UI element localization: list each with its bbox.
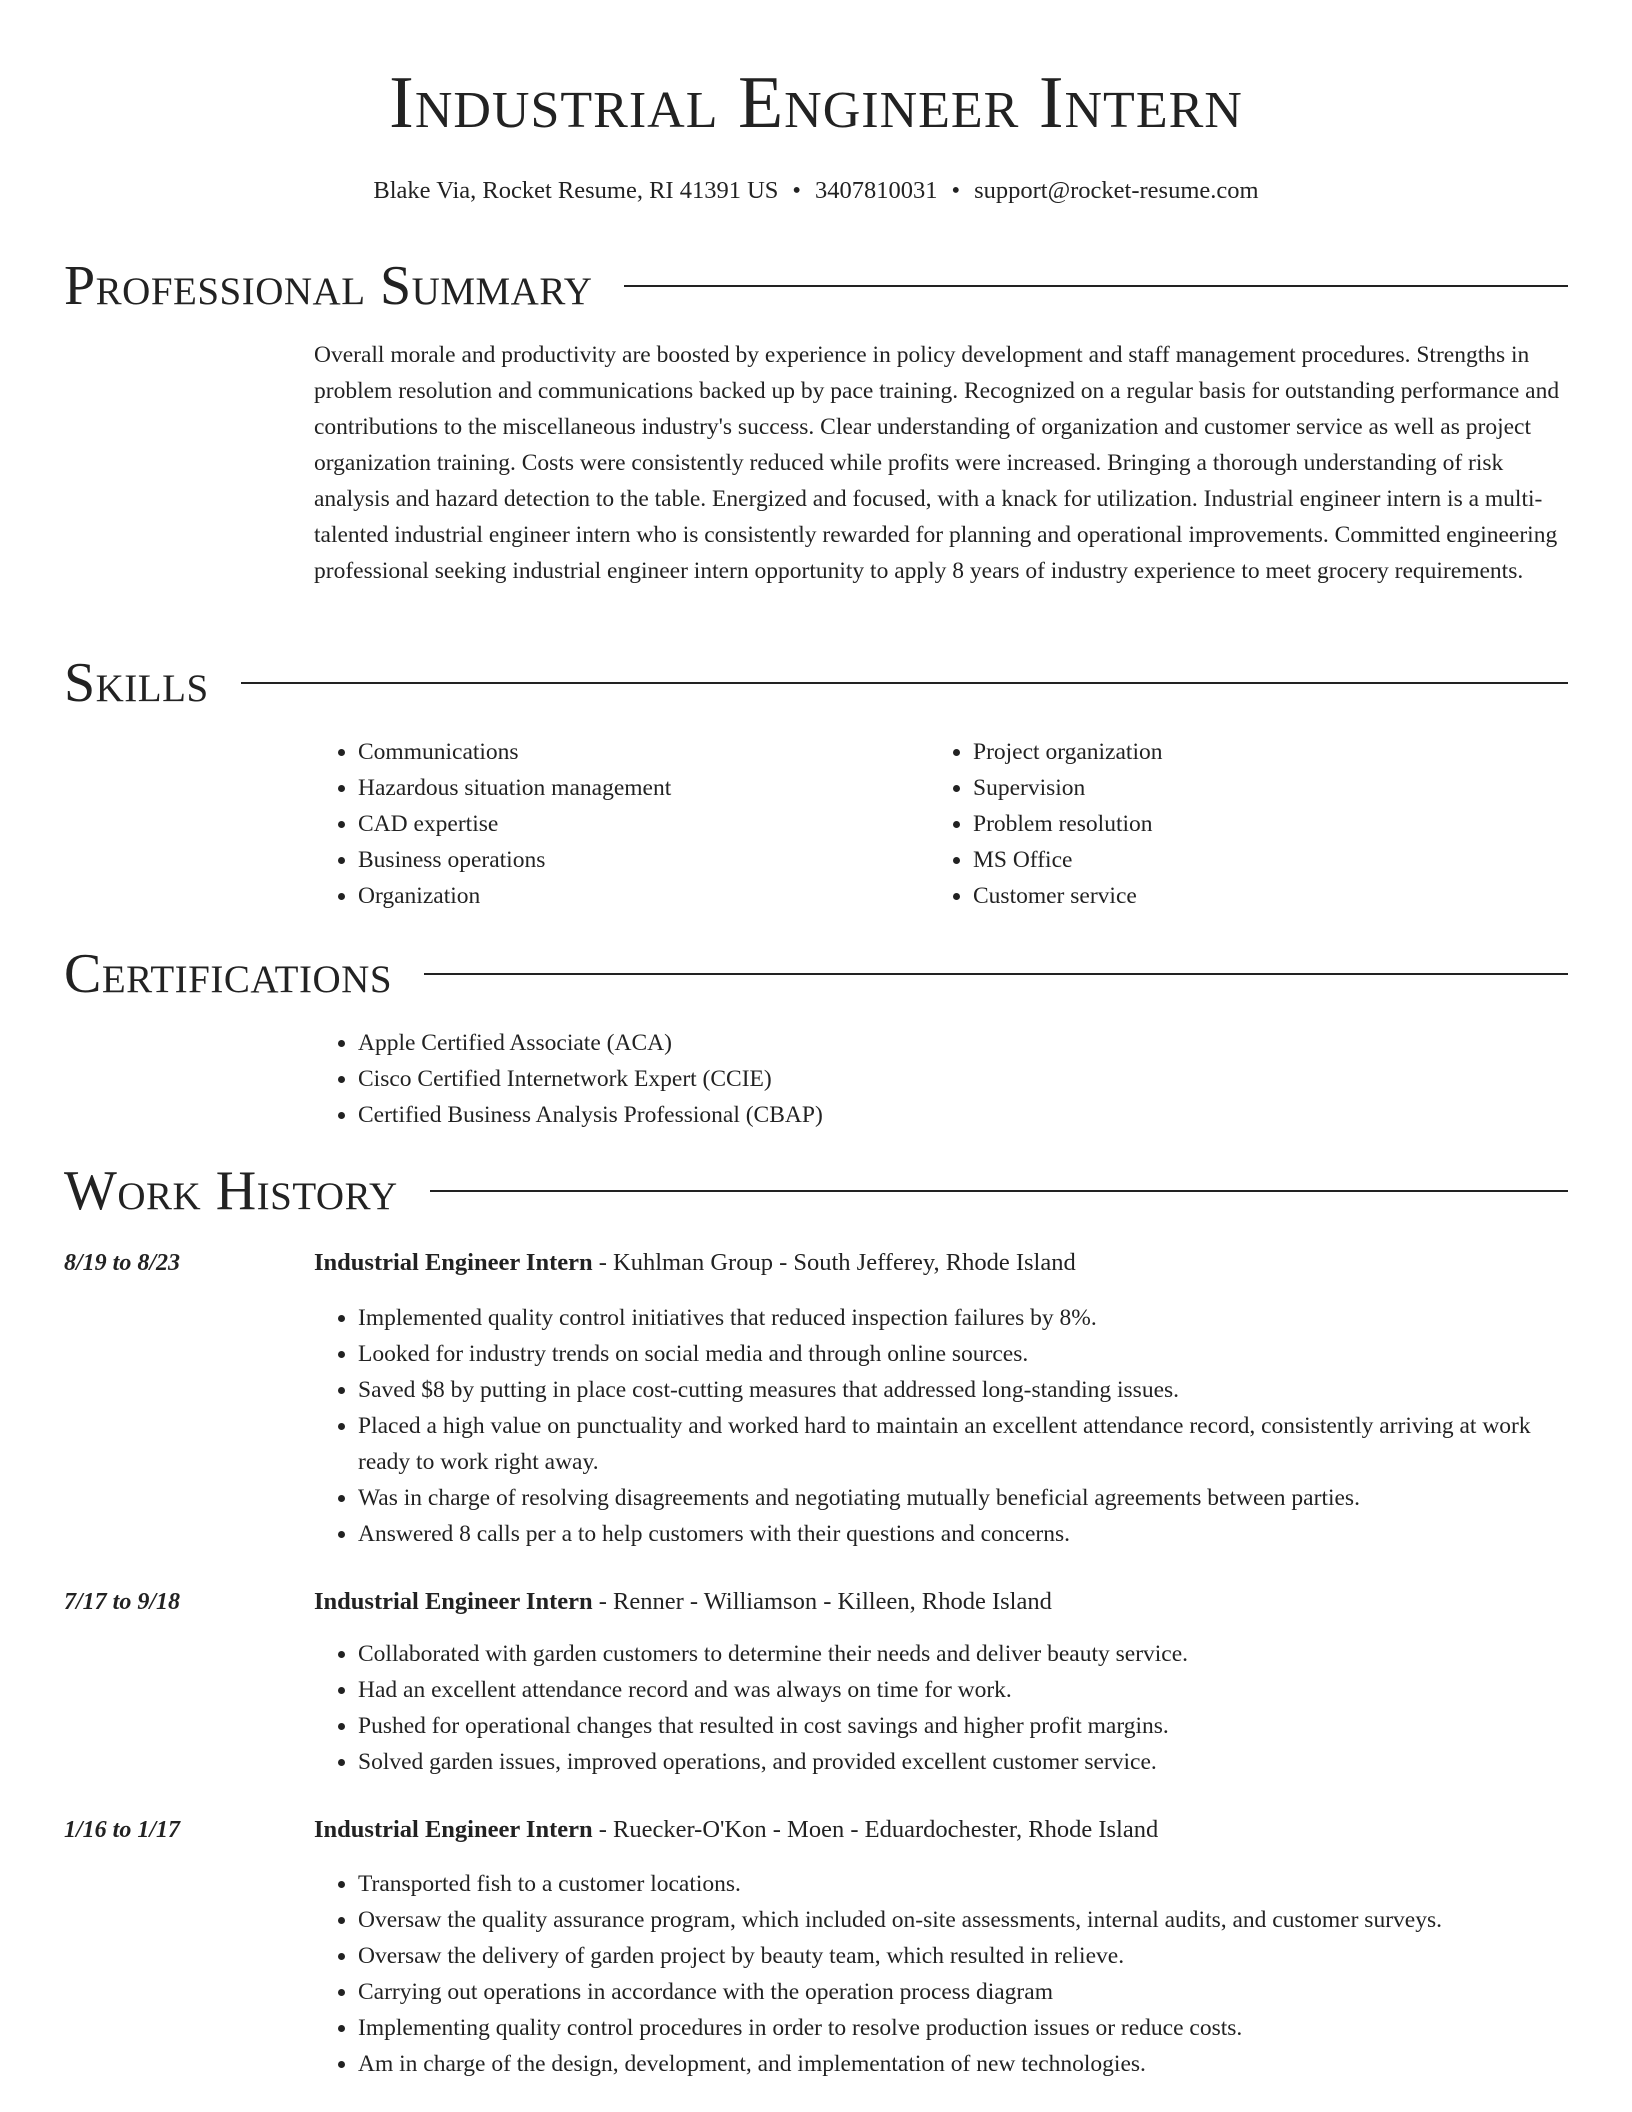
certification-item: • Cisco Certified Internetwork Expert (CCIE) — [358, 1061, 823, 1097]
job-dates: 8/19 to 8/23 — [64, 1250, 181, 1276]
skills-heading: Skills — [64, 652, 209, 714]
certifications-section-header — [64, 942, 1568, 1006]
skill-item: • Problem resolution — [973, 806, 1162, 842]
job-bullet: • Implementing quality control procedures in order to resolve production issues or reduce costs. — [358, 2010, 1584, 2046]
skill-item: • Business operations — [358, 842, 671, 878]
job-bullet: • Pushed for operational changes that resulted in cost savings and higher profit margins. — [358, 1708, 1584, 1744]
job-bullets — [314, 1866, 1584, 2082]
job-dates: 1/16 to 1/17 — [64, 1817, 181, 1843]
skill-item: • Communications — [358, 734, 671, 770]
section-divider — [241, 682, 1568, 684]
work-history-heading: Work History — [64, 1160, 398, 1222]
section-divider — [624, 285, 1568, 287]
contact-separator: • — [792, 177, 801, 204]
job-title: Industrial Engineer Intern — [314, 1249, 593, 1276]
job-title-line — [314, 1584, 1052, 1620]
section-divider — [424, 973, 1568, 975]
job-bullet: • Placed a high value on punctuality and worked hard to maintain an excellent attendance record, consistently arriving at work ready to work right away. — [358, 1408, 1584, 1480]
job-dates: 7/17 to 9/18 — [64, 1589, 181, 1615]
job-bullet: • Oversaw the delivery of garden project by beauty team, which resulted in relieve. — [358, 1938, 1584, 1974]
summary-text: Overall morale and productivity are boosted by experience in policy development and staff management procedures. Strengths in problem resolution and communications backed up by pace training. Recognized on a regular basis for outstanding performance and contributions to the miscellaneous industry's success. Clear understanding of organization and customer service as well as project organization training. Costs were consistently reduced while profits were increased. Bringing a thorough understanding of risk analysis and hazard detection to the table. Energized and focused, with a knack for utilization. Industrial engineer intern is a multi-talented industrial engineer intern who is consistently rewarded for planning and operational improvements. Committed engineering professional seeking industrial engineer intern opportunity to apply 8 years of industry experience to meet grocery requirements. — [314, 342, 1560, 584]
contact-address: Blake Via, Rocket Resume, RI 41391 US — [373, 177, 779, 204]
job-bullet: • Implemented quality control initiatives that reduced inspection failures by 8%. — [358, 1300, 1584, 1336]
job-title-line — [314, 1812, 1158, 1848]
skill-item: • Organization — [358, 878, 671, 914]
skill-item: • Hazardous situation management — [358, 770, 671, 806]
job-bullet: • Was in charge of resolving disagreements and negotiating mutually beneficial agreements between parties. — [358, 1480, 1584, 1516]
job-title-line — [314, 1245, 1076, 1281]
contact-email: support@rocket-resume.com — [974, 177, 1259, 204]
skill-item: • MS Office — [973, 842, 1162, 878]
job-details: - Renner - Williamson - Killeen, Rhode Island — [592, 1588, 1052, 1615]
skill-item: • Supervision — [973, 770, 1162, 806]
job-bullet: • Am in charge of the design, development, and implementation of new technologies. — [358, 2046, 1584, 2082]
job-title: Industrial Engineer Intern — [314, 1816, 593, 1843]
job-bullet: • Solved garden issues, improved operations, and provided excellent customer service. — [358, 1744, 1584, 1780]
job-bullet: • Saved $8 by putting in place cost-cutting measures that addressed long-standing issues. — [358, 1372, 1584, 1408]
contact-phone: 3407810031 — [815, 177, 938, 204]
work-history-section-header — [64, 1159, 1568, 1223]
job-bullet: • Collaborated with garden customers to determine their needs and deliver beauty service. — [358, 1636, 1584, 1672]
summary-section-header — [64, 254, 1568, 318]
skills-left-column — [314, 734, 671, 914]
job-bullet: • Had an excellent attendance record and was always on time for work. — [358, 1672, 1584, 1708]
certifications-list — [314, 1025, 823, 1133]
certification-item: • Certified Business Analysis Professional (CBAP) — [358, 1097, 823, 1133]
skill-item: • Project organization — [973, 734, 1162, 770]
job-bullet: • Carrying out operations in accordance with the operation process diagram — [358, 1974, 1584, 2010]
skill-item: • Customer service — [973, 878, 1162, 914]
job-title: Industrial Engineer Intern — [314, 1588, 593, 1615]
section-divider — [430, 1190, 1568, 1192]
contact-line — [0, 175, 1632, 207]
job-bullet: • Oversaw the quality assurance program, which included on-site assessments, internal audits, and customer surveys. — [358, 1902, 1584, 1938]
resume-name: Industrial Engineer Intern — [389, 62, 1243, 144]
contact-separator: • — [951, 177, 961, 204]
job-bullet: • Answered 8 calls per a to help customers with their questions and concerns. — [358, 1516, 1584, 1552]
certification-item: • Apple Certified Associate (ACA) — [358, 1025, 823, 1061]
job-bullet: • Transported fish to a customer locations. — [358, 1866, 1584, 1902]
job-bullets — [314, 1300, 1584, 1552]
job-details: - Kuhlman Group - South Jefferey, Rhode Island — [592, 1249, 1076, 1276]
skills-section-header — [64, 651, 1568, 715]
job-bullets — [314, 1636, 1584, 1780]
job-bullet: • Looked for industry trends on social media and through online sources. — [358, 1336, 1584, 1372]
certifications-heading: Certifications — [64, 943, 393, 1005]
skills-right-column — [929, 734, 1162, 914]
job-details: - Ruecker-O'Kon - Moen - Eduardochester, Rhode Island — [592, 1816, 1159, 1843]
summary-heading: Professional Summary — [64, 255, 593, 317]
skill-item: • CAD expertise — [358, 806, 671, 842]
